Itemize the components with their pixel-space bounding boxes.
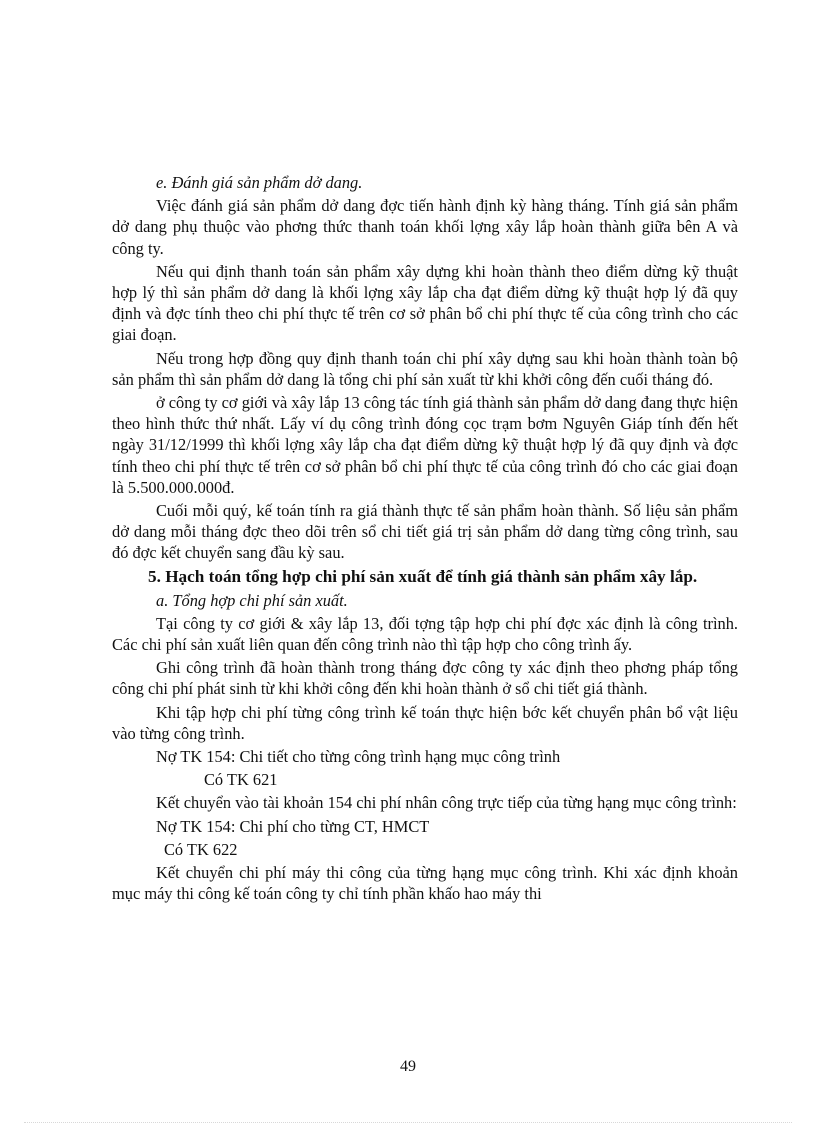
page-number: 49 xyxy=(400,1058,416,1075)
paragraph-a-1: Tại công ty cơ giới & xây lắp 13, đối tợng tập hợp chi phí đợc xác định là công trình. Các chi phí sản xuất liên quan đến công trình nào thì tập hợp cho công trình ấy. xyxy=(112,613,738,655)
paragraph-e-4: ở công ty cơ giới và xây lắp 13 công tác tính giá thành sản phẩm dở dang đang thực hiện theo hình thức thứ nhất. Lấy ví dụ công trình đóng cọc trạm bơm Nguyên Giáp tính đến hết ngày 31/12/1999 thì khối lợng xây lắp cha đạt điểm dừng kỹ thuật hợp lý đã quy định và đợc tính theo chi phí thực tế trên cơ sở phân bổ chi phí thực tế của công trình đó cho các giai đoạn là 5.500.000.000đ. xyxy=(112,393,738,497)
section-a-heading: a. Tổng hợp chi phí sản xuất. xyxy=(156,590,348,610)
document-page xyxy=(112,172,738,907)
paragraph-e-1: Việc đánh giá sản phẩm dở dang đợc tiến hành định kỳ hàng tháng. Tính giá sản phẩm dở dang phụ thuộc vào phơng thức thanh toán khối lợng xây lắp hoàn thành giữa bên A và công ty. xyxy=(112,196,738,258)
journal-entry-1-credit: Có TK 621 xyxy=(204,770,278,790)
section-5-heading: 5. Hạch toán tổng hợp chi phí sản xuất để tính giá thành sản phẩm xây lắp. xyxy=(148,566,698,586)
paragraph-e-3: Nếu trong hợp đồng quy định thanh toán chi phí xây dựng sau khi hoàn thành toàn bộ sản phẩm thì sản phẩm dở dang là tổng chi phí sản xuất từ khi khởi công đến cuối tháng đó. xyxy=(112,348,738,389)
paragraph-machine: Kết chuyển chi phí máy thi công của từng hạng mục công trình. Khi xác định khoản mục máy thi công kế toán công ty chỉ tính phần khấo hao máy thi xyxy=(112,863,738,904)
paragraph-e-2: Nếu qui định thanh toán sản phẩm xây dựng khi hoàn thành theo điểm dừng kỹ thuật hợp lý thì sản phẩm dở dang là khối lợng xây lắp cha đạt điểm dừng kỹ thuật hợp lý đã quy định và đợc tính theo chi phí thực tế trên cơ sở phân bổ chi phí thực tế của công trình cho các giai đoạn. xyxy=(112,261,738,345)
journal-entry-2-credit: Có TK 622 xyxy=(164,839,238,859)
paragraph-e-5: Cuối mỗi quý, kế toán tính ra giá thành thực tế sản phẩm hoàn thành. Số liệu sản phẩm dở dang mỗi tháng đợc theo dõi trên sổ chi tiết giá trị sản phẩm dở dang từng công trình, sau đó đợc kết chuyển sang đầu kỳ sau. xyxy=(112,501,738,563)
journal-entry-2-debit: Nợ TK 154: Chi phí cho từng CT, HMCT xyxy=(156,816,430,836)
paragraph-labor: Kết chuyển vào tài khoản 154 chi phí nhân công trực tiếp của từng hạng mục công trình: xyxy=(156,793,737,813)
paragraph-a-3: Khi tập hợp chi phí từng công trình kế toán thực hiện bớc kết chuyển phân bổ vật liệu vào từng công trình. xyxy=(112,702,738,743)
section-e-heading: e. Đánh giá sản phẩm dở dang. xyxy=(156,173,363,192)
paragraph-a-2: Ghi công trình đã hoàn thành trong tháng đợc công ty xác định theo phơng pháp tổng công chi phí phát sinh từ khi khởi công đến khi hoàn thành ở sổ chi tiết giá thành. xyxy=(112,658,738,699)
journal-entry-1-debit: Nợ TK 154: Chi tiết cho từng công trình hạng mục công trình xyxy=(156,747,561,767)
